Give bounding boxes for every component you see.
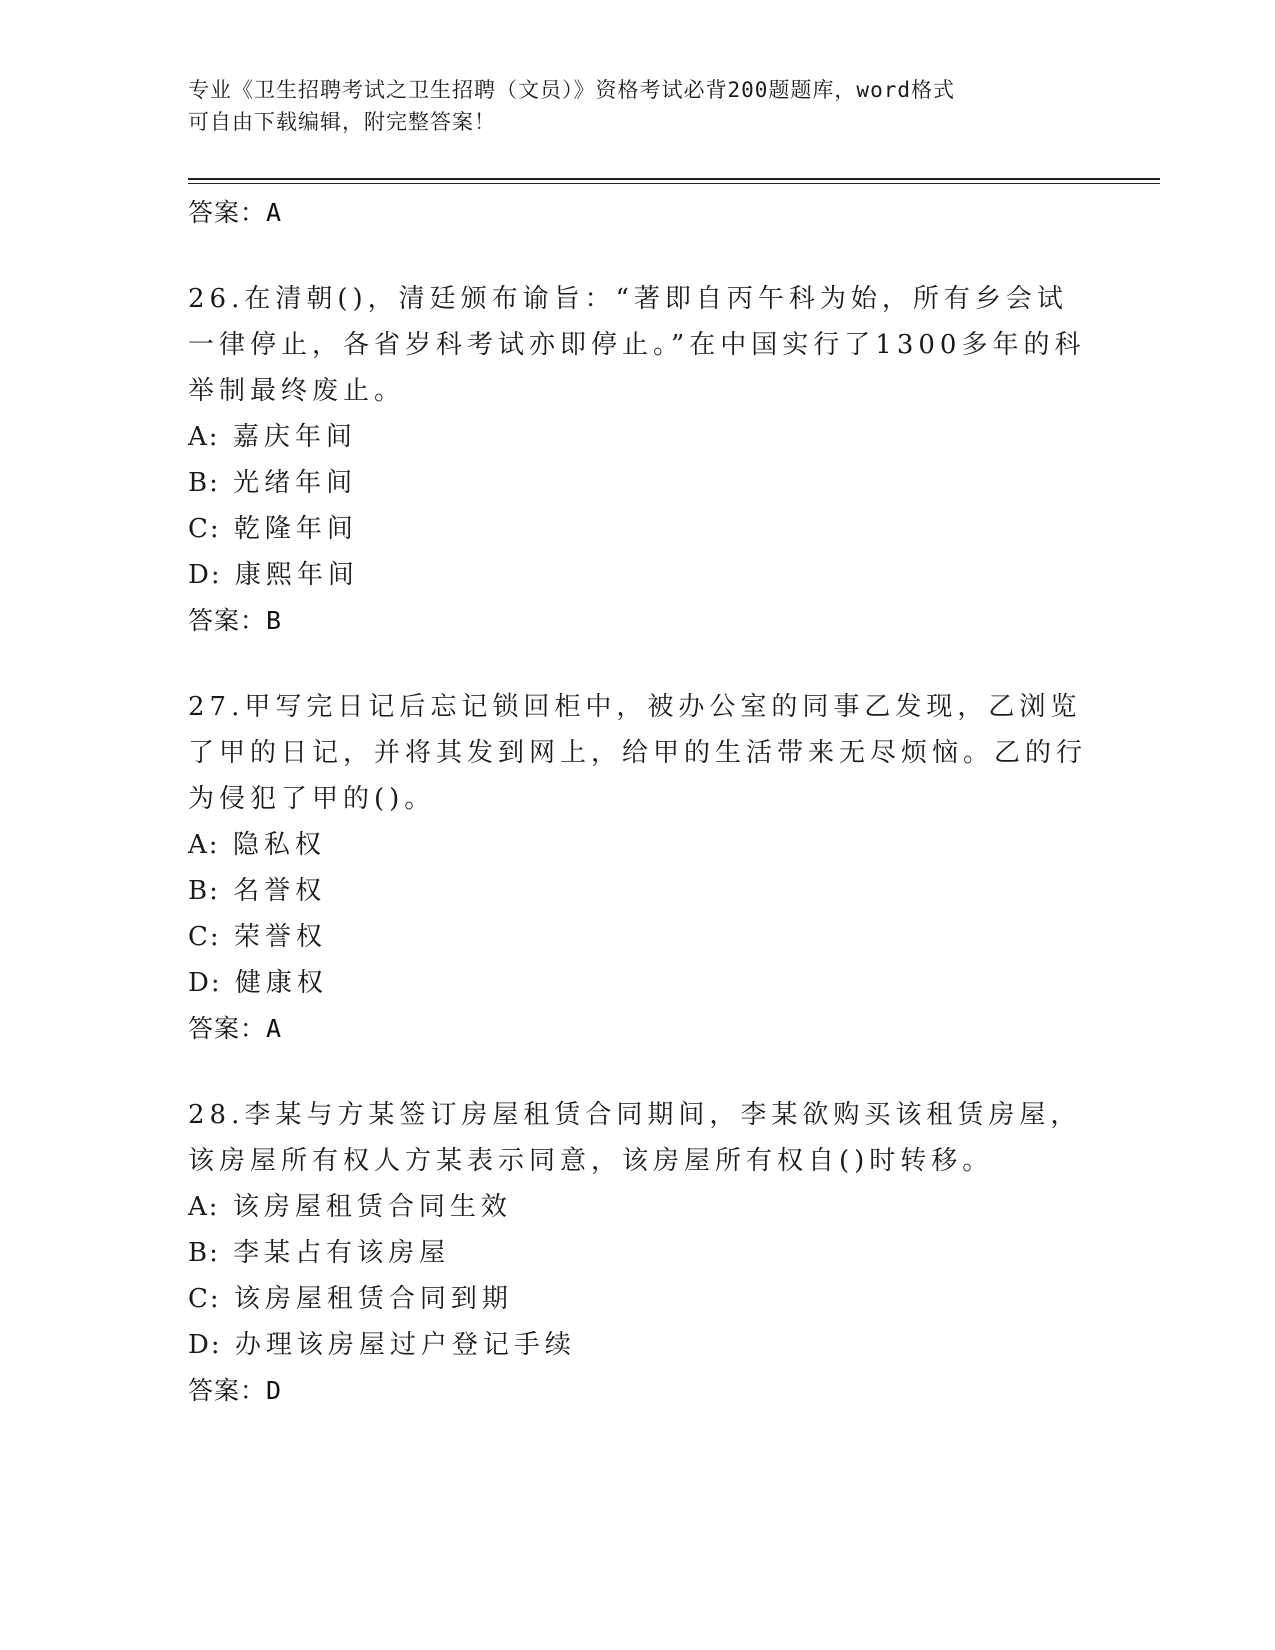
header-rule: [188, 178, 1160, 180]
question-27: [188, 684, 1088, 1052]
option-text: 名誉权: [233, 876, 327, 906]
option-key: C:: [188, 922, 221, 952]
header-line-2: 可自由下载编辑，附完整答案！: [188, 110, 496, 134]
option-c: [188, 1276, 1088, 1322]
option-text: 荣誉权: [233, 922, 327, 952]
option-key: A:: [188, 422, 220, 452]
question-stem: 26.在清朝()，清廷颁布谕旨：“著即自丙午科为始，所有乡会试一律停止，各省岁科考试亦即停止。”在中国实行了1300多年的科举制最终废止。: [188, 284, 1086, 406]
option-key: A:: [188, 830, 220, 860]
option-d: [188, 1322, 1088, 1368]
answer-line: 答案：A: [188, 1014, 283, 1043]
header-line-1: 专业《卫生招聘考试之卫生招聘（文员）》资格考试必背200题题库，word格式: [188, 78, 955, 102]
option-a: [188, 1184, 1088, 1230]
previous-answer: 答案：A: [188, 198, 283, 227]
option-key: B:: [188, 1238, 220, 1268]
option-b: [188, 868, 1088, 914]
option-d: [188, 960, 1088, 1006]
option-text: 健康权: [234, 968, 328, 998]
option-a: [188, 822, 1088, 868]
option-text: 该房屋租赁合同生效: [232, 1192, 512, 1222]
option-text: 李某占有该房屋: [233, 1238, 451, 1268]
option-key: D:: [188, 968, 222, 998]
option-text: 乾隆年间: [233, 514, 358, 544]
question-26: [188, 276, 1088, 644]
option-text: 康熙年间: [234, 560, 359, 590]
option-a: [188, 414, 1088, 460]
option-key: A:: [188, 1192, 220, 1222]
option-key: C:: [188, 514, 221, 544]
question-stem: 28.李某与方某签订房屋租赁合同期间，李某欲购买该租赁房屋，该房屋所有权人方某表示同意，该房屋所有权自()时转移。: [188, 1100, 1082, 1176]
option-text: 隐私权: [232, 830, 326, 860]
question-28: [188, 1092, 1088, 1414]
header-rule-thin: [188, 183, 1160, 184]
option-text: 光绪年间: [233, 468, 358, 498]
page-header: [188, 74, 1068, 138]
question-stem: 27.甲写完日记后忘记锁回柜中，被办公室的同事乙发现，乙浏览了甲的日记，并将其发到网上，给甲的生活带来无尽烦恼。乙的行为侵犯了甲的()。: [188, 692, 1088, 814]
option-key: B:: [188, 876, 220, 906]
option-key: B:: [188, 468, 220, 498]
answer-line: 答案：D: [188, 1376, 283, 1405]
option-text: 办理该房屋过户登记手续: [234, 1330, 576, 1360]
question-list: [188, 190, 1088, 1414]
option-d: [188, 552, 1088, 598]
option-b: [188, 1230, 1088, 1276]
option-text: 该房屋租赁合同到期: [233, 1284, 513, 1314]
option-key: C:: [188, 1284, 221, 1314]
option-c: [188, 914, 1088, 960]
option-key: D:: [188, 1330, 222, 1360]
option-b: [188, 460, 1088, 506]
option-key: D:: [188, 560, 222, 590]
option-text: 嘉庆年间: [232, 422, 357, 452]
answer-line: 答案：B: [188, 606, 283, 635]
option-c: [188, 506, 1088, 552]
